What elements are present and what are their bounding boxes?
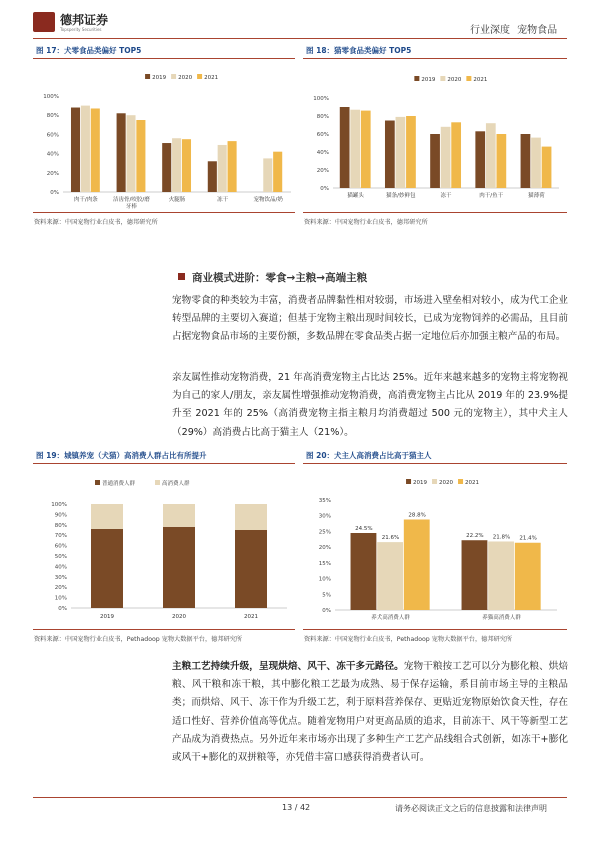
category-label: 养猫高消费人群 — [482, 615, 521, 621]
fig20-chart — [303, 466, 567, 626]
bar — [361, 111, 371, 188]
fig20-title: 图 20：犬主人高消费占比高于猫主人 — [306, 451, 432, 460]
bar — [273, 152, 282, 192]
bar — [350, 110, 360, 188]
y-tick-label: 40% — [316, 150, 329, 156]
category-label: 养犬高消费人群 — [371, 615, 410, 621]
y-tick-label: 35% — [318, 498, 331, 504]
fig17-title: 图 17：犬零食品类偏好 TOP5 — [36, 46, 142, 55]
section-heading: 商业模式进阶：零食→主粮→高端主粮 — [192, 272, 368, 284]
y-tick-label: 40% — [46, 151, 59, 158]
bar — [451, 122, 461, 188]
paragraph-3 — [172, 658, 568, 767]
legend-label: 2020 — [439, 480, 454, 486]
legend-swatch — [458, 479, 463, 484]
legend-label: 2019 — [413, 480, 428, 486]
bar — [340, 107, 350, 188]
data-label: 21.4% — [519, 535, 537, 542]
legend-label: 2021 — [204, 75, 219, 81]
fig18-title-rule — [303, 58, 567, 59]
fig20-bottom-rule — [303, 629, 567, 630]
fig18-bottom-rule — [303, 212, 567, 213]
y-tick-label: 0% — [58, 606, 67, 612]
y-tick-label: 20% — [46, 170, 59, 177]
category-label: 猫薄荷 — [528, 193, 545, 199]
y-tick-label: 20% — [54, 585, 67, 592]
bar — [117, 113, 126, 192]
fig19-source: 资料来源：中国宠物行业白皮书，Pethadoop 宠物大数据平台，德邦研究所 — [34, 636, 243, 643]
y-tick-label: 80% — [316, 114, 329, 120]
y-tick-label: 0% — [320, 186, 329, 192]
legend-swatch — [155, 480, 160, 485]
category-label: 猫条/妙鲜包 — [386, 193, 416, 199]
bar — [235, 530, 267, 608]
bar — [406, 116, 416, 188]
bar — [81, 106, 90, 192]
fig17-title-rule — [33, 58, 295, 59]
legend-label: 2019 — [421, 77, 436, 83]
header-section: 行业深度 宠物食品 — [470, 25, 558, 36]
bar — [172, 138, 181, 192]
legend-swatch — [432, 479, 437, 484]
paragraph-3-body: 宠物干粮按工艺可以分为膨化粮、烘焙粮、风干粮和冻干粮，其中膨化粮工艺最为成熟、易于保存运输，系目前市场主导的主粮品类；而烘焙、风干、冻干作为升级工艺，利于原料营养保存、更贴近宠物原始饮食天性，存在适口性好、营养价值高等优点。随着宠物用户对更高品质的追求，目前冻干、风干等新型工艺产品成为消费热点。另外近年来市场亦出现了多种生产工艺产品线组合式创新，如冻干+膨化或风干+膨化的双拼粮等，亦凭借丰富口感获得消费者认可。 — [172, 661, 568, 764]
category-label: 2021 — [244, 614, 258, 620]
y-tick-label: 80% — [46, 113, 59, 120]
footer-disclaimer: 请务必阅读正文之后的信息披露和法律声明 — [395, 804, 547, 813]
fig19-chart — [33, 466, 295, 626]
y-tick-label: 40% — [54, 564, 67, 571]
category-label: 冻干 — [217, 197, 229, 203]
y-tick-label: 60% — [46, 132, 59, 139]
legend-swatch — [95, 480, 100, 485]
bar — [71, 108, 80, 192]
y-tick-label: 20% — [316, 168, 329, 174]
y-tick-label: 25% — [318, 529, 331, 536]
category-label: 肉干/肉条 — [73, 197, 98, 203]
bar — [182, 139, 191, 192]
bar — [515, 543, 541, 610]
data-label: 28.8% — [408, 512, 426, 519]
bar — [521, 134, 531, 188]
bar — [462, 540, 488, 610]
category-label: 洁齿骨/咬胶/磨 — [113, 197, 150, 203]
legend-swatch — [406, 479, 411, 484]
fig19-bottom-rule — [33, 629, 295, 630]
fig20-source: 资料来源：中国宠物行业白皮书，Pethadoop 宠物大数据平台，德邦研究所 — [304, 636, 513, 643]
bar — [91, 529, 123, 608]
y-tick-label: 60% — [316, 132, 329, 138]
category-label: 冻干 — [440, 193, 452, 199]
legend-swatch — [414, 76, 419, 81]
fig17-chart — [33, 60, 295, 210]
y-tick-label: 20% — [318, 545, 331, 552]
bar — [208, 161, 217, 192]
bar — [228, 141, 237, 192]
category-label: 宠物饮品/奶 — [253, 197, 283, 203]
bar — [162, 143, 171, 192]
bar — [531, 138, 541, 188]
fig18-title: 图 18：猫零食品类偏好 TOP5 — [306, 46, 412, 55]
y-tick-label: 30% — [318, 513, 331, 520]
bar — [136, 120, 145, 192]
y-tick-label: 10% — [318, 576, 331, 583]
y-tick-label: 15% — [318, 560, 331, 567]
bar — [441, 127, 451, 188]
data-label: 21.8% — [492, 534, 511, 541]
y-tick-label: 90% — [54, 512, 67, 519]
bar — [235, 504, 267, 530]
legend-label: 2020 — [178, 75, 193, 81]
y-tick-label: 30% — [54, 574, 67, 581]
legend-swatch — [171, 74, 176, 79]
bar — [486, 123, 496, 188]
brand-name: 德邦证券 — [60, 13, 109, 27]
data-label: 21.6% — [381, 535, 400, 542]
data-label: 24.5% — [355, 526, 373, 532]
bar — [430, 134, 440, 188]
y-tick-label: 100% — [51, 502, 67, 508]
fig20-title-rule — [303, 463, 567, 464]
category-label: 猫罐头 — [347, 193, 364, 199]
y-tick-label: 80% — [54, 522, 67, 529]
legend-swatch — [197, 74, 202, 79]
category-label: 肉干/鱼干 — [479, 193, 504, 199]
y-tick-label: 70% — [54, 533, 67, 540]
bar — [91, 108, 100, 192]
bar — [496, 134, 506, 188]
bar — [263, 158, 272, 192]
bar — [377, 542, 403, 610]
fig19-title-rule — [33, 463, 295, 464]
y-tick-label: 5% — [322, 592, 331, 599]
bar — [396, 117, 406, 188]
fig18-chart — [303, 60, 567, 210]
y-tick-label: 100% — [43, 94, 59, 100]
bar — [163, 504, 195, 527]
bar — [404, 519, 430, 610]
footer-divider — [33, 797, 567, 798]
section-bullet-icon — [178, 273, 185, 280]
y-tick-label: 50% — [54, 554, 67, 560]
category-label: 牙棒 — [125, 204, 137, 210]
header-divider — [33, 38, 567, 39]
category-label: 2019 — [100, 614, 114, 620]
paragraph-3-lead: 主粮工艺持续升级，呈现烘焙、风干、冻干多元路径。 — [172, 661, 404, 672]
bar — [126, 115, 135, 192]
legend-label: 高消费人群 — [162, 481, 190, 487]
legend-swatch — [145, 74, 150, 79]
legend-swatch — [440, 76, 445, 81]
bar — [542, 147, 552, 188]
y-tick-label: 100% — [313, 96, 329, 102]
brand-subtitle: Topsperity Securities — [60, 27, 102, 32]
bar — [218, 145, 227, 192]
bar — [351, 533, 377, 610]
legend-label: 普通消费人群 — [102, 481, 136, 487]
paragraph-2: 亲友属性推动宠物消费，21 年高消费宠物主占比达 25%。近年来越来越多的宠物主将宠物视为自己的家人/朋友，亲友属性增强推动宠物消费，高消费宠物主占比从 2019 年的 23.9%提升至 2021 年的 25%（高消费宠物主指主粮月均消费超过 500 元的宠物主），其中犬主人（29%）高消费占比高于猫主人（21%）。 — [172, 372, 568, 438]
bar — [385, 121, 395, 189]
bar — [163, 527, 195, 608]
fig17-source: 资料来源：中国宠物行业白皮书，德邦研究所 — [34, 219, 158, 226]
fig17-bottom-rule — [33, 212, 295, 213]
category-label: 火腿肠 — [168, 197, 186, 203]
page-number: 13 / 42 — [282, 803, 311, 812]
brand-logo-icon — [33, 12, 55, 32]
bar — [488, 541, 514, 610]
y-tick-label: 0% — [50, 190, 59, 196]
fig18-source: 资料来源：中国宠物行业白皮书，德邦研究所 — [304, 219, 428, 226]
data-label: 22.2% — [466, 533, 484, 540]
bar — [475, 131, 485, 188]
legend-label: 2021 — [473, 77, 488, 83]
bar — [91, 504, 123, 529]
y-tick-label: 0% — [322, 608, 331, 614]
legend-label: 2020 — [447, 77, 462, 83]
legend-swatch — [466, 76, 471, 81]
fig19-title: 图 19：城镇养宠（犬猫）高消费人群占比有所提升 — [36, 451, 207, 460]
y-tick-label: 60% — [54, 543, 67, 550]
category-label: 2020 — [172, 614, 186, 620]
legend-label: 2021 — [465, 480, 480, 486]
paragraph-1: 宠物零食的种类较为丰富，消费者品牌黏性相对较弱，市场进入壁垒相对较小，成为代工企业转型品牌的主要切入赛道；但基于宠物主粮出现时间较长，已成为宠物饲养的必需品，且目前占据宠物食品市场的主要份额，多数品牌在零食品类占据一定地位后亦加强主粮产品的布局。 — [172, 295, 568, 343]
legend-label: 2019 — [152, 75, 167, 81]
y-tick-label: 10% — [54, 595, 67, 602]
